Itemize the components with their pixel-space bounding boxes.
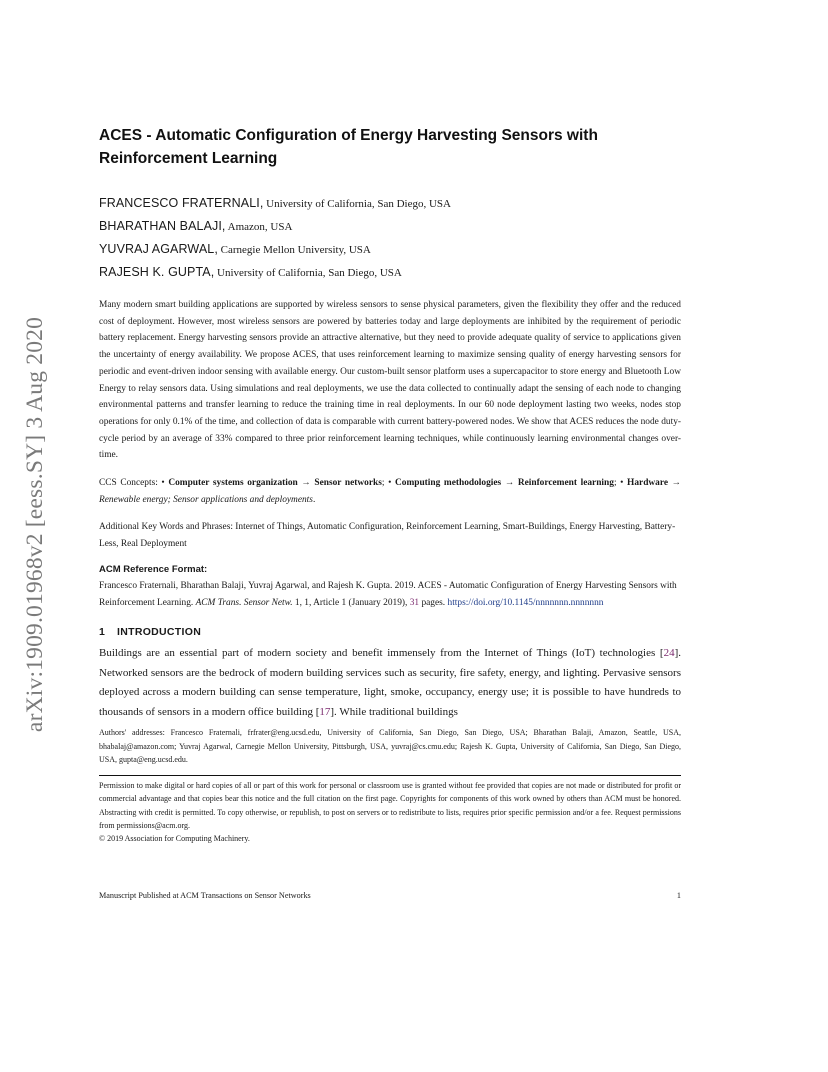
section-title: INTRODUCTION xyxy=(117,626,202,639)
paper-first-page xyxy=(99,124,681,846)
author-affiliation: Carnegie Mellon University, USA xyxy=(217,244,371,256)
ccs-concept: Hardware xyxy=(627,478,669,489)
acm-reference-text: 1, 1, Article 1 (January 2019), xyxy=(292,597,410,608)
section-number: 1 xyxy=(99,626,106,639)
author-entry xyxy=(99,215,681,238)
ccs-arrow: → xyxy=(297,478,315,489)
keywords: Additional Key Words and Phrases: Internet of Things, Automatic Configuration, Reinforcement Learning, Smart-Buildings, Energy Harvesting, Battery-Less, Real Deployment xyxy=(99,522,676,550)
journal-name: ACM Trans. Sensor Netw. xyxy=(195,597,293,608)
author-affiliation: Amazon, USA xyxy=(225,221,293,233)
authors-addresses-footnote: Authors' addresses: Francesco Fraternali, frfrater@eng.ucsd.edu, University of California, San Diego, San Diego, USA; Bharathan Balaji, Amazon, Seattle, USA, bhabalaj@amazon.com; Yuvraj Agarwal, Carnegie Mellon University, Pittsburgh, USA, yuvraj@cs.cmu.edu; Rajesh K. Gupta, University of California, San Diego, San Diego, USA, gupta@eng.ucsd.edu. xyxy=(99,728,681,764)
acm-reference-text: Francesco Fraternali, Bharathan Balaji, Yuvraj Agarwal, and Rajesh K. Gupta. 2019. ACES - Automatic Configuration of Energy Harvesting Sensors with Reinforcement Learning. xyxy=(99,580,677,608)
section-heading xyxy=(99,624,681,640)
arxiv-side-stamp xyxy=(20,281,50,768)
ccs-prefix: CCS Concepts: • xyxy=(99,478,169,489)
author-entry xyxy=(99,238,681,261)
citation-link[interactable]: 24 xyxy=(663,647,675,660)
author-name: FRANCESCO FRATERNALI, xyxy=(99,196,264,210)
acm-reference-heading: ACM Reference Format: xyxy=(99,563,208,575)
author-entry xyxy=(99,261,681,284)
footer-manuscript-note: Manuscript Published at ACM Transactions on Sensor Networks xyxy=(99,891,311,900)
author-affiliation: University of California, San Diego, USA xyxy=(214,267,402,279)
page-number: 1 xyxy=(676,891,681,900)
page-count-link[interactable]: 31 xyxy=(409,597,420,608)
author-name: YUVRAJ AGARWAL, xyxy=(99,242,218,256)
author-name: BHARATHAN BALAJI, xyxy=(99,219,226,233)
acm-reference xyxy=(99,578,681,611)
copyright-notice: © 2019 Association for Computing Machinery. xyxy=(99,834,250,844)
ccs-concept: Renewable energy; Sensor applications and deployments xyxy=(99,494,313,505)
citation-link[interactable]: 17 xyxy=(319,705,331,718)
author-list xyxy=(99,192,681,284)
author-affiliation: University of California, San Diego, USA xyxy=(263,198,451,210)
footnote-divider xyxy=(99,775,681,776)
ccs-concepts xyxy=(99,475,681,508)
page-footer xyxy=(99,890,681,902)
intro-text: ]. While traditional buildings xyxy=(330,705,458,718)
paper-title-line-2: Reinforcement Learning xyxy=(99,150,278,167)
ccs-concept: Reinforcement learning xyxy=(517,478,614,489)
doi-link[interactable]: https://doi.org/10.1145/nnnnnnn.nnnnnnn xyxy=(447,597,604,608)
author-entry xyxy=(99,192,681,215)
intro-text: ]. Networked sensors are the bedrock of modern building services such as security, fire safety, energy, and lighting. Pervasive sensors deployed across a modern building can sense temperature, light, smoke, occupancy, energy use; it is possible to have hundreds to thousands of sensors in a modern office building [ xyxy=(99,647,681,718)
ccs-arrow: → xyxy=(668,478,681,489)
permission-notice: Permission to make digital or hard copies of all or part of this work for personal or classroom use is granted without fee provided that copies are not made or distributed for profit or commercial advantage and that copies bear this notice and the full citation on the first page. Copyrights for components of this work owned by others than ACM must be honored. Abstracting with credit is permitted. To copy otherwise, or republish, to post on servers or to redistribute to lists, requires prior specific permission and/or a fee. Request permissions from permissions@acm.org. xyxy=(99,781,681,831)
ccs-concept: Computing methodologies xyxy=(394,478,502,489)
ccs-separator: ; • xyxy=(381,478,395,489)
ccs-concept: Computer systems organization xyxy=(168,478,298,489)
ccs-end: . xyxy=(312,494,316,505)
paper-title xyxy=(99,124,681,170)
acm-reference-text: pages. xyxy=(419,597,448,608)
ccs-separator: ; • xyxy=(613,478,628,489)
ccs-concept: Sensor networks xyxy=(314,478,382,489)
author-name: RAJESH K. GUPTA, xyxy=(99,265,215,279)
introduction-paragraph xyxy=(99,644,681,722)
intro-text: Buildings are an essential part of modern society and benefit immensely from the Internet of Things (IoT) technologies [ xyxy=(99,647,664,660)
ccs-arrow: → xyxy=(501,478,518,489)
abstract: Many modern smart building applications are supported by wireless sensors to sense physical parameters, given the flexibility they offer and the reduced cost of deployment. However, most wireless sensors are powered by batteries today and large deployments are inhibited by the requirement of periodic battery replacement. Energy harvesting sensors provide an attractive alternative, but they need to provide adequate quality of service to applications given the uncertainty of energy availability. We propose ACES, that uses reinforcement learning to maximize sensing quality of energy harvesting sensors for periodic and event-driven indoor sensing with available energy. Our custom-built sensor platform uses a supercapacitor to store energy and Bluetooth Low Energy to relay sensors data. Using simulations and real deployments, we use the data collected to continually adapt the sensing of each node to changing environmental patterns and transfer learning to reduce the training time in real deployments. In our 60 node deployment lasting two weeks, nodes stop operations for only 0.1% of the time, and collection of data is comparable with current battery-powered nodes. We show that ACES reduces the node duty-cycle period by an average of 33% compared to three prior reinforcement learning techniques, while continuously learning environmental changes over-time. xyxy=(99,300,681,461)
arxiv-identifier: arXiv:1909.01968v2 [eess.SY] 3 Aug 2020 xyxy=(22,316,48,733)
paper-title-line-1: ACES - Automatic Configuration of Energy Harvesting Sensors with xyxy=(99,127,598,144)
